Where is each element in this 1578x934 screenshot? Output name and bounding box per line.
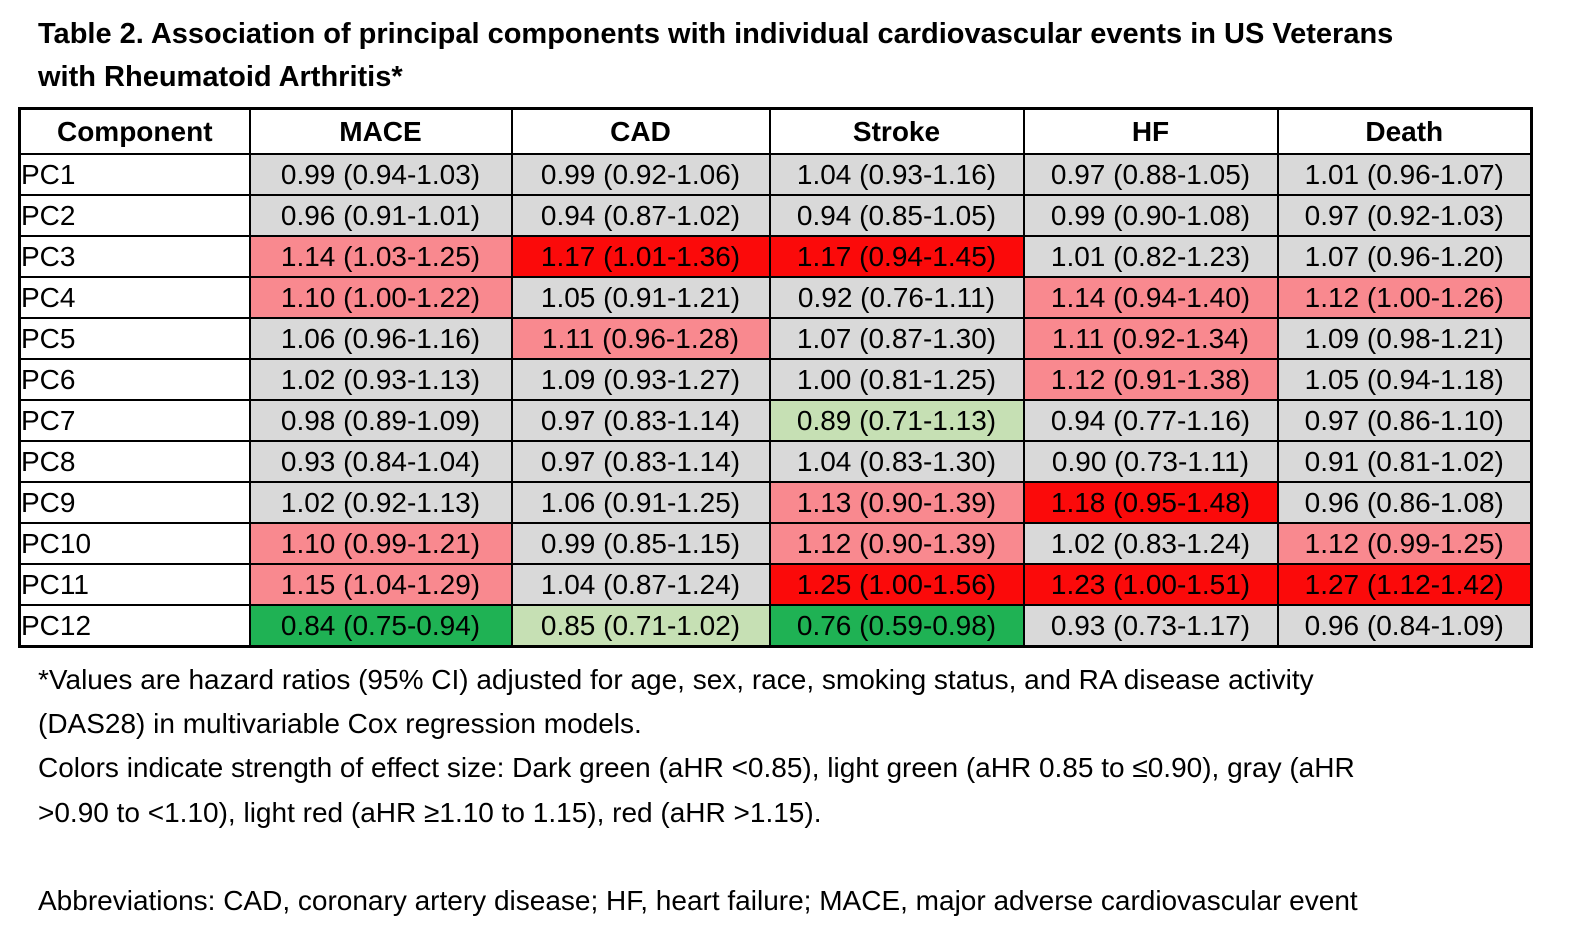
value-cell-gray: 0.97 (0.86-1.10) [1278, 400, 1532, 441]
value-cell-gray: 0.96 (0.91-1.01) [250, 195, 512, 236]
value-cell-gray: 0.96 (0.84-1.09) [1278, 605, 1532, 646]
value-cell-gray: 0.99 (0.94-1.03) [250, 154, 512, 195]
value-cell-gray: 0.99 (0.85-1.15) [512, 523, 770, 564]
value-cell-light-red: 1.12 (0.99-1.25) [1278, 523, 1532, 564]
footnote-adjustment-line-1: *Values are hazard ratios (95% CI) adjusted for age, sex, race, smoking status, and RA disease activity [38, 663, 1314, 695]
component-cell: PC12 [20, 605, 250, 646]
table-row [20, 154, 1532, 195]
value-cell-gray: 1.02 (0.83-1.24) [1024, 523, 1278, 564]
value-cell-gray: 1.07 (0.87-1.30) [770, 318, 1024, 359]
value-cell-light-red: 1.13 (0.90-1.39) [770, 482, 1024, 523]
value-cell-gray: 1.01 (0.96-1.07) [1278, 154, 1532, 195]
value-cell-gray: 0.94 (0.85-1.05) [770, 195, 1024, 236]
value-cell-gray: 0.94 (0.77-1.16) [1024, 400, 1278, 441]
component-cell: PC7 [20, 400, 250, 441]
component-cell: PC8 [20, 441, 250, 482]
value-cell-gray: 1.05 (0.94-1.18) [1278, 359, 1532, 400]
value-cell-gray: 0.96 (0.86-1.08) [1278, 482, 1532, 523]
value-cell-light-red: 1.11 (0.92-1.34) [1024, 318, 1278, 359]
value-cell-gray: 1.06 (0.91-1.25) [512, 482, 770, 523]
value-cell-red: 1.17 (1.01-1.36) [512, 236, 770, 277]
header-row [20, 108, 1532, 154]
value-cell-gray: 0.97 (0.83-1.14) [512, 441, 770, 482]
table-row [20, 400, 1532, 441]
value-cell-gray: 0.90 (0.73-1.11) [1024, 441, 1278, 482]
component-cell: PC5 [20, 318, 250, 359]
value-cell-gray: 0.92 (0.76-1.11) [770, 277, 1024, 318]
component-cell: PC10 [20, 523, 250, 564]
value-cell-gray: 0.99 (0.90-1.08) [1024, 195, 1278, 236]
table-row [20, 318, 1532, 359]
footnotes [38, 658, 1548, 923]
value-cell-gray: 1.05 (0.91-1.21) [512, 277, 770, 318]
table-row [20, 605, 1532, 646]
value-cell-light-red: 1.14 (0.94-1.40) [1024, 277, 1278, 318]
component-cell: PC4 [20, 277, 250, 318]
value-cell-gray: 1.07 (0.96-1.20) [1278, 236, 1532, 277]
value-cell-gray: 1.02 (0.93-1.13) [250, 359, 512, 400]
value-cell-red: 1.18 (0.95-1.48) [1024, 482, 1278, 523]
column-header-hf: HF [1024, 108, 1278, 154]
table-row [20, 236, 1532, 277]
table-title-line-1: Table 2. Association of principal components with individual cardiovascular events in US Veterans [38, 18, 1394, 50]
column-header-mace: MACE [250, 108, 512, 154]
table-row [20, 564, 1532, 605]
footnote-color-legend-line-2: >0.90 to <1.10), light red (aHR ≥1.10 to 1.15), red (aHR >1.15). [38, 796, 822, 828]
component-cell: PC6 [20, 359, 250, 400]
value-cell-light-red: 1.10 (1.00-1.22) [250, 277, 512, 318]
table-row [20, 482, 1532, 523]
value-cell-gray: 0.93 (0.73-1.17) [1024, 605, 1278, 646]
value-cell-gray: 0.93 (0.84-1.04) [250, 441, 512, 482]
value-cell-red: 1.17 (0.94-1.45) [770, 236, 1024, 277]
value-cell-gray: 0.91 (0.81-1.02) [1278, 441, 1532, 482]
component-cell: PC11 [20, 564, 250, 605]
value-cell-gray: 0.94 (0.87-1.02) [512, 195, 770, 236]
table-row [20, 523, 1532, 564]
value-cell-gray: 0.97 (0.92-1.03) [1278, 195, 1532, 236]
footnote-spacer [38, 835, 1548, 879]
value-cell-light-red: 1.12 (0.90-1.39) [770, 523, 1024, 564]
value-cell-gray: 1.01 (0.82-1.23) [1024, 236, 1278, 277]
table-row [20, 195, 1532, 236]
value-cell-gray: 1.04 (0.87-1.24) [512, 564, 770, 605]
footnote-abbreviations: Abbreviations: CAD, coronary artery disease; HF, heart failure; MACE, major adverse cardiovascular event [38, 884, 1358, 916]
value-cell-gray: 1.02 (0.92-1.13) [250, 482, 512, 523]
value-cell-gray: 0.99 (0.92-1.06) [512, 154, 770, 195]
value-cell-dark-green: 0.84 (0.75-0.94) [250, 605, 512, 646]
column-header-component: Component [20, 108, 250, 154]
value-cell-gray: 0.97 (0.83-1.14) [512, 400, 770, 441]
value-cell-light-red: 1.12 (0.91-1.38) [1024, 359, 1278, 400]
component-cell: PC9 [20, 482, 250, 523]
results-table [18, 107, 1533, 648]
value-cell-dark-green: 0.76 (0.59-0.98) [770, 605, 1024, 646]
column-header-cad: CAD [512, 108, 770, 154]
value-cell-light-green: 0.89 (0.71-1.13) [770, 400, 1024, 441]
footnote-adjustment [38, 658, 1548, 746]
table-title-line-2: with Rheumatoid Arthritis* [38, 60, 403, 93]
component-cell: PC3 [20, 236, 250, 277]
footnote-adjustment-line-2: (DAS28) in multivariable Cox regression models. [38, 708, 642, 740]
value-cell-gray: 1.04 (0.93-1.16) [770, 154, 1024, 195]
value-cell-light-red: 1.11 (0.96-1.28) [512, 318, 770, 359]
value-cell-light-green: 0.85 (0.71-1.02) [512, 605, 770, 646]
component-cell: PC1 [20, 154, 250, 195]
page [0, 13, 1578, 934]
value-cell-light-red: 1.10 (0.99-1.21) [250, 523, 512, 564]
footnote-color-legend-line-1: Colors indicate strength of effect size: Dark green (aHR <0.85), light green (aHR 0.85 to ≤0.90), gray (aHR [38, 752, 1355, 784]
value-cell-light-red: 1.12 (1.00-1.26) [1278, 277, 1532, 318]
value-cell-gray: 1.06 (0.96-1.16) [250, 318, 512, 359]
value-cell-gray: 1.09 (0.98-1.21) [1278, 318, 1532, 359]
component-cell: PC2 [20, 195, 250, 236]
value-cell-light-red: 1.15 (1.04-1.29) [250, 564, 512, 605]
value-cell-gray: 0.97 (0.88-1.05) [1024, 154, 1278, 195]
value-cell-gray: 1.00 (0.81-1.25) [770, 359, 1024, 400]
value-cell-light-red: 1.14 (1.03-1.25) [250, 236, 512, 277]
table-row [20, 277, 1532, 318]
column-header-stroke: Stroke [770, 108, 1024, 154]
column-header-death: Death [1278, 108, 1532, 154]
table-row [20, 441, 1532, 482]
value-cell-red: 1.23 (1.00-1.51) [1024, 564, 1278, 605]
table-body [20, 154, 1532, 646]
value-cell-gray: 0.98 (0.89-1.09) [250, 400, 512, 441]
value-cell-gray: 1.04 (0.83-1.30) [770, 441, 1024, 482]
value-cell-red: 1.27 (1.12-1.42) [1278, 564, 1532, 605]
value-cell-gray: 1.09 (0.93-1.27) [512, 359, 770, 400]
table-title [38, 13, 1548, 99]
value-cell-red: 1.25 (1.00-1.56) [770, 564, 1024, 605]
table-row [20, 359, 1532, 400]
footnote-color-legend [38, 746, 1548, 834]
